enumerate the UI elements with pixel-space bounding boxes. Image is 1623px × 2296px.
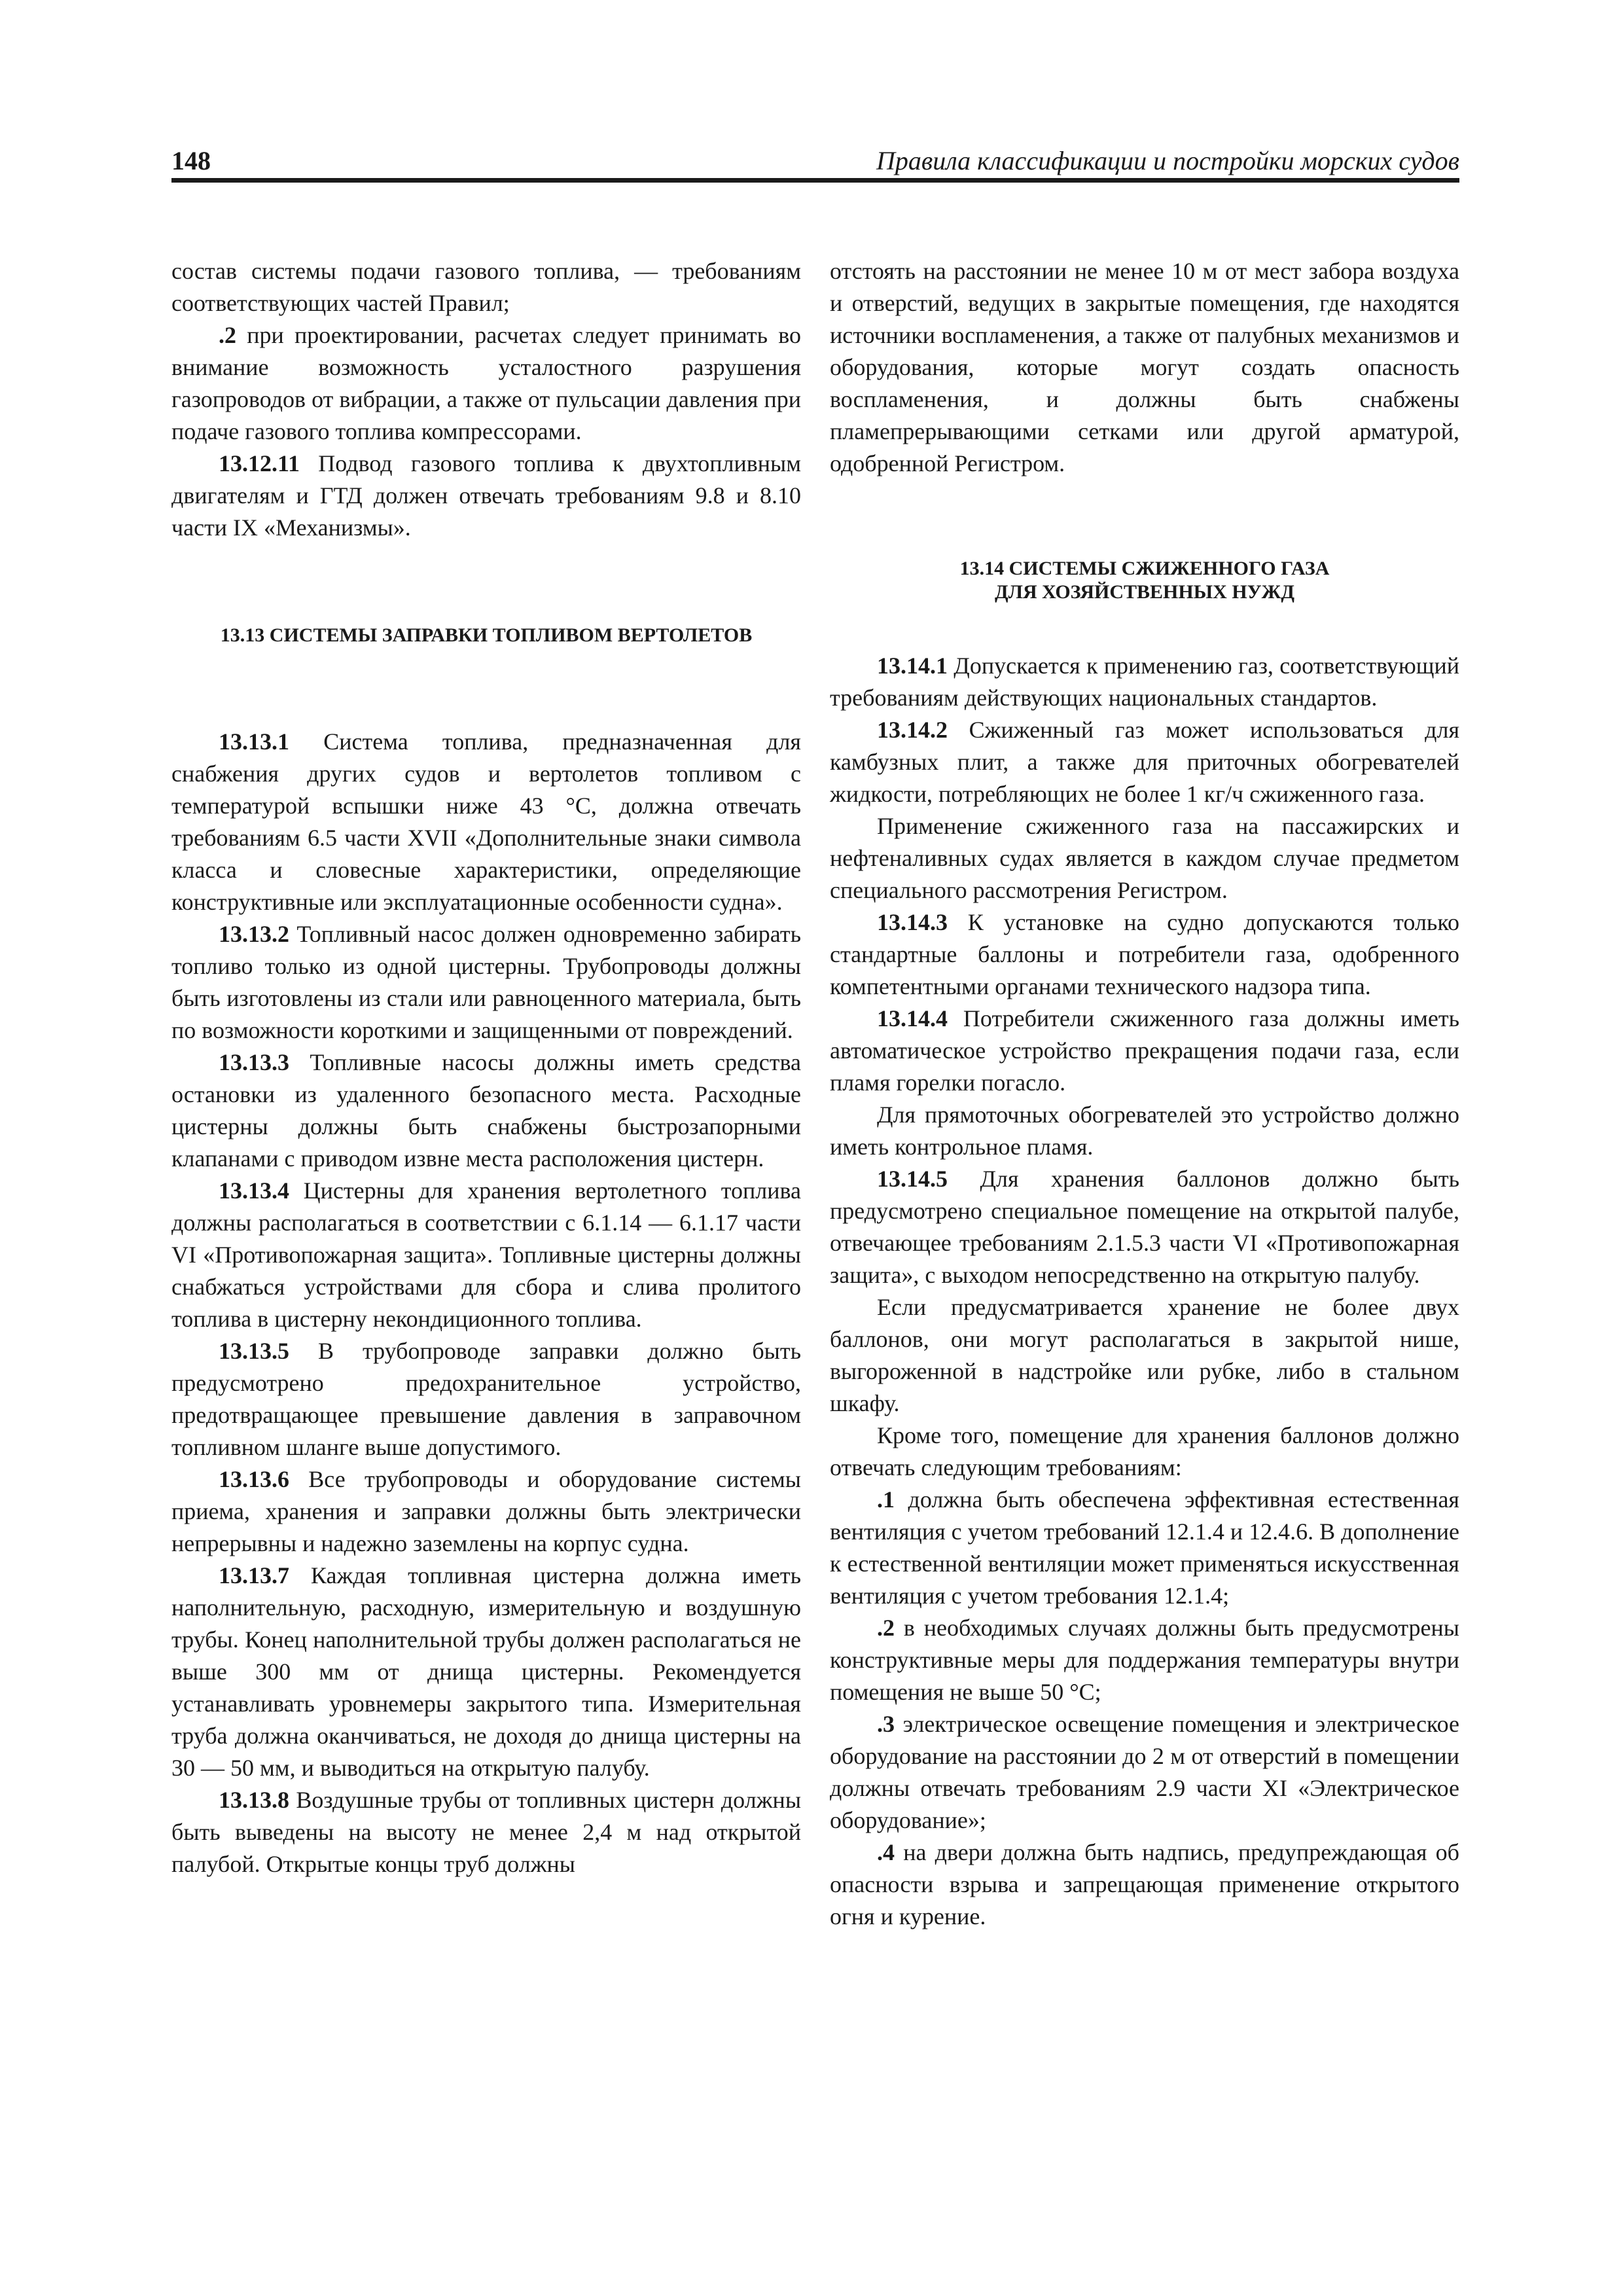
paragraph: .2 при проектировании, расчетах следует принимать во внимание возможность усталостного разрушения газопроводов от вибрации, а также от пульсации давления при подаче газового топлива компрессорами.	[171, 322, 801, 444]
paragraph: Для прямоточных обогревателей это устройство должно иметь контрольное пламя.	[830, 1102, 1459, 1160]
paragraph: Применение сжиженного газа на пассажирских и нефтеналивных судах является в каждом случае предметом специального рассмотрения Регистром.	[830, 813, 1459, 903]
left-column	[171, 255, 801, 1880]
section-heading-13-14: 13.14 СИСТЕМЫ СЖИЖЕННОГО ГАЗА ДЛЯ ХОЗЯЙСТВЕННЫХ НУЖД	[959, 558, 1330, 603]
clause-13-14-4: 13.14.4 Потребители сжиженного газа должны иметь автоматическое устройство прекращения подачи газа, если пламя горелки погасло.	[830, 1005, 1459, 1096]
clause-13-13-3: 13.13.3 Топливные насосы должны иметь средства остановки из удаленного безопасного места. Расходные цистерны должны быть снабжены быстрозапорными клапанами с приводом извне места расположения цистерн.	[171, 1049, 801, 1172]
header-rule	[171, 178, 1459, 183]
list-item: .1 должна быть обеспечена эффективная естественная вентиляция с учетом требований 12.1.4 и 12.4.6. В дополнение к естественной вентиляции может применяться искусственная вентиляция с учетом требования 12.1.4;	[830, 1486, 1459, 1609]
clause-13-13-5: 13.13.5 В трубопроводе заправки должно быть предусмотрено предохранительное устройство, предотвращающее превышение давления в заправочном топливном шланге выше допустимого.	[171, 1338, 801, 1460]
page-header	[171, 145, 1459, 177]
clause-13-14-3: 13.14.3 К установке на судно допускаются только стандартные баллоны и потребители газа, одобренного компетентными органами технического надзора типа.	[830, 909, 1459, 999]
clause-13-14-5: 13.14.5 Для хранения баллонов должно быть предусмотрено специальное помещение на открытой палубе, отвечающее требованиям 2.1.5.3 части VI «Противопожарная защита», с выходом непосредственно на открытую палубу.	[830, 1166, 1459, 1288]
clause-13-13-8: 13.13.8 Воздушные трубы от топливных цистерн должны быть выведены на высоту не менее 2,4 м над открытой палубой. Открытые концы труб должны	[171, 1787, 801, 1877]
clause-13-13-6: 13.13.6 Все трубопроводы и оборудование системы приема, хранения и заправки должны быть электрически непрерывны и надежно заземлены на корпус судна.	[171, 1466, 801, 1556]
page-number: 148	[171, 146, 211, 175]
clause-13-13-2: 13.13.2 Топливный насос должен одновременно забирать топливо только из одной цистерны. Трубопроводы должны быть изготовлены из стали или равноценного материала, быть по возможности короткими и защищенными от повреждений.	[171, 921, 801, 1043]
list-item: .4 на двери должна быть надпись, предупреждающая об опасности взрыва и запрещающая применение открытого огня и курение.	[830, 1839, 1459, 1929]
right-column	[830, 255, 1459, 1933]
paragraph: состав системы подачи газового топлива, — требованиям соответствующих частей Правил;	[171, 258, 801, 316]
paragraph: Кроме того, помещение для хранения баллонов должно отвечать следующим требованиям:	[830, 1422, 1459, 1480]
paragraph: 13.12.11 Подвод газового топлива к двухтопливным двигателям и ГТД должен отвечать требованиям 9.8 и 8.10 части IX «Механизмы».	[171, 450, 801, 541]
clause-13-14-1: 13.14.1 Допускается к применению газ, соответствующий требованиям действующих национальных стандартов.	[830, 653, 1459, 711]
running-title: Правила классификации и постройки морских судов	[876, 146, 1459, 175]
section-heading-13-13: 13.13 СИСТЕМЫ ЗАПРАВКИ ТОПЛИВОМ ВЕРТОЛЕТОВ	[220, 624, 753, 646]
paragraph: Если предусматривается хранение не более двух баллонов, они могут располагаться в закрытой нише, выгороженной в надстройке или рубке, либо в стальном шкафу.	[830, 1294, 1459, 1416]
list-item: .2 в необходимых случаях должны быть предусмотрены конструктивные меры для поддержания температуры внутри помещения не выше 50 °С;	[830, 1615, 1459, 1705]
clause-13-13-1: 13.13.1 Система топлива, предназначенная для снабжения других судов и вертолетов топливом с температурой вспышки ниже 43 °С, должна отвечать требованиям 6.5 части XVII «Дополнительные знаки символа класса и словесные характеристики, определяющие конструктивные или эксплуатационные особенности судна».	[171, 728, 801, 915]
list-item: .3 электрическое освещение помещения и электрическое оборудование на расстоянии до 2 м от отверстий в помещении должны отвечать требованиям 2.9 части XI «Электрическое оборудование»;	[830, 1711, 1459, 1833]
clause-13-13-7: 13.13.7 Каждая топливная цистерна должна иметь наполнительную, расходную, измерительную и воздушную трубы. Конец наполнительной трубы должен располагаться не выше 300 мм от днища цистерны. Рекомендуется устанавливать уровнемеры закрытого типа. Измерительная труба должна оканчиваться, не доходя до днища цистерны на 30 — 50 мм, и выводиться на открытую палубу.	[171, 1562, 801, 1781]
paragraph: отстоять на расстоянии не менее 10 м от мест забора воздуха и отверстий, ведущих в закрытые помещения, где находятся источники воспламенения, а также от палубных механизмов и оборудования, которые могут создать опасность воспламенения, и должны быть снабжены пламепрерывающими сетками или другой арматурой, одобренной Регистром.	[830, 258, 1459, 476]
clause-13-13-4: 13.13.4 Цистерны для хранения вертолетного топлива должны располагаться в соответствии с 6.1.14 — 6.1.17 части VI «Противопожарная защита». Топливные цистерны должны снабжаться устройствами для сбора и слива пролитого топлива в цистерну некондиционного топлива.	[171, 1177, 801, 1332]
clause-13-14-2: 13.14.2 Сжиженный газ может использоваться для камбузных плит, а также для приточных обогревателей жидкости, потребляющих не более 1 кг/ч сжиженного газа.	[830, 717, 1459, 807]
